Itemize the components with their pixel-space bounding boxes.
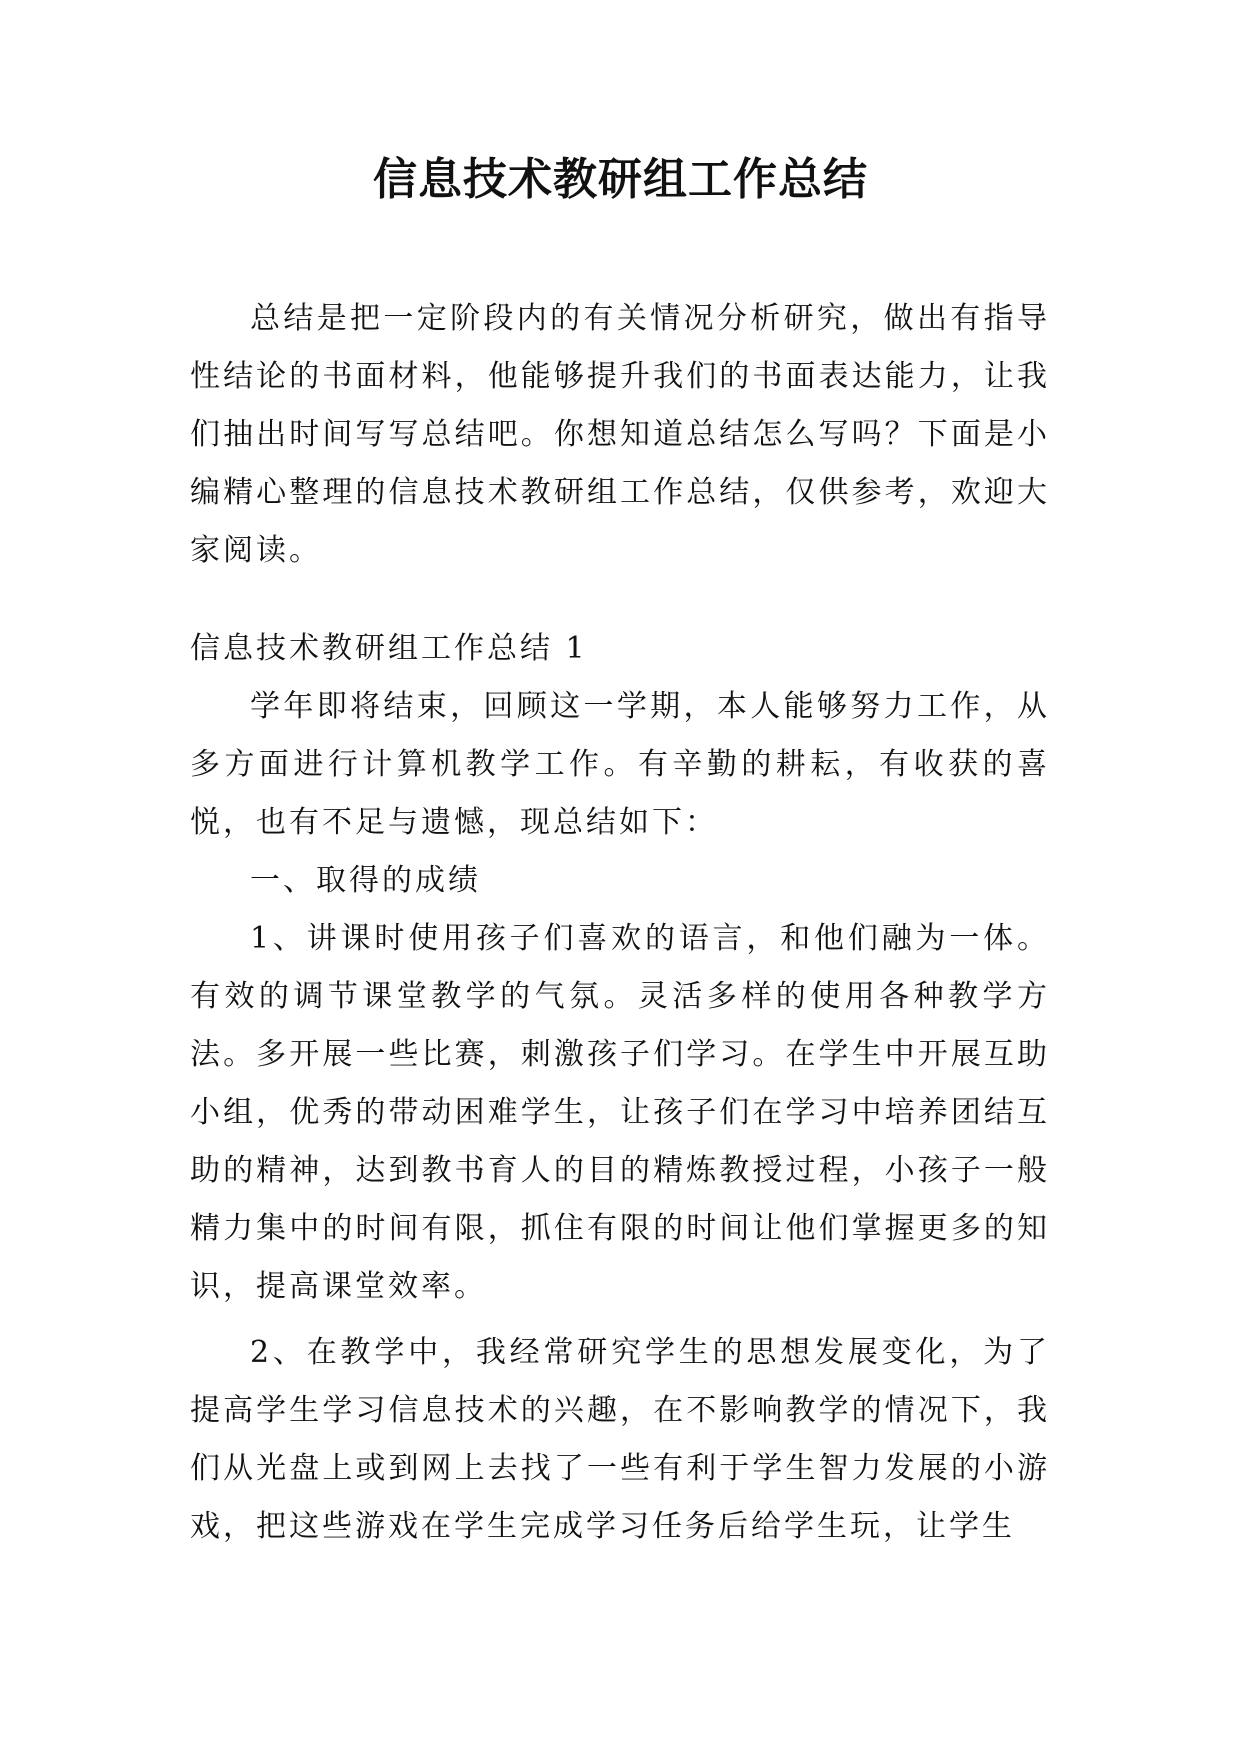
intro-paragraph: 总结是把一定阶段内的有关情况分析研究，做出有指导性结论的书面材料，他能够提升我们的书面表达能力，让我们抽出时间写写总结吧。你想知道总结怎么写吗？下面是小编精心整理的信息技术教研组工作总结，仅供参考，欢迎大家阅读。 <box>190 301 1050 568</box>
section-heading: 信息技术教研组工作总结 1 <box>190 631 588 666</box>
body-paragraph-3: 2、在教学中，我经常研究学生的思想发展变化，为了提高学生学习信息技术的兴趣，在不影响教学的情况下，我们从光盘上或到网上去找了一些有利于学生智力发展的小游戏，把这些游戏在学生完成学习任务后给学生玩，让学生 <box>190 1335 1050 1544</box>
document-body <box>190 290 1050 1556</box>
document-title: 信息技术教研组工作总结 <box>373 154 868 205</box>
body-paragraph-1: 学年即将结束，回顾这一学期，本人能够努力工作，从多方面进行计算机教学工作。有辛勤的耕耘，有收获的喜悦，也有不足与遗憾，现总结如下： <box>190 689 1050 840</box>
subheading-achievements: 一、取得的成绩 <box>250 863 481 898</box>
body-paragraph-2: 1、讲课时使用孩子们喜欢的语言，和他们融为一体。有效的调节课堂教学的气氛。灵活多样的使用各种教学方法。多开展一些比赛，刺激孩子们学习。在学生中开展互助小组，优秀的带动困难学生，让孩子们在学习中培养团结互助的精神，达到教书育人的目的精炼教授过程，小孩子一般精力集中的时间有限，抓住有限的时间让他们掌握更多的知识，提高课堂效率。 <box>190 921 1050 1304</box>
